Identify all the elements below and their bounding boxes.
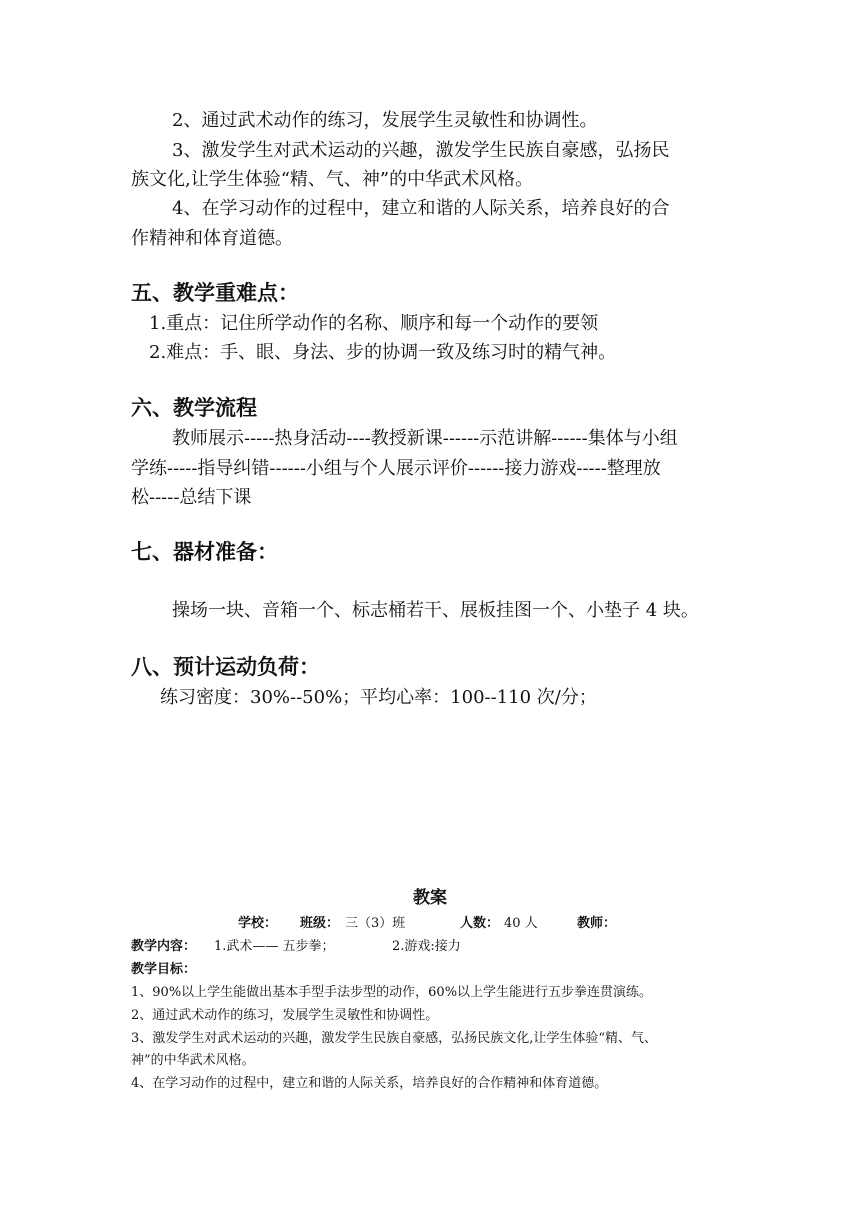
flow-line-1: 教师展示-----热身活动----教授新课------示范讲解------集体与小组 (172, 428, 678, 449)
exercise-load-line: 练习密度：30%--50%；平均心率：100--110 次/分； (160, 687, 597, 708)
difficulty-item: 2.难点：手、眼、身法、步的协调一致及练习时的精气神。 (149, 342, 617, 363)
class-value: 三（3）班 (345, 916, 406, 931)
section-8-heading: 八、预计运动负荷： (131, 655, 320, 679)
goal-2-text: 2、通过武术动作的练习，发展学生灵敏性和协调性。 (172, 110, 598, 131)
goal-4-text-line2: 作精神和体育道德。 (131, 228, 293, 249)
count-label: 人数： (460, 916, 500, 931)
section-7-heading: 七、器材准备： (131, 540, 278, 564)
content-item-2: 2.游戏:接力 (392, 939, 461, 954)
class-label: 班级： (300, 916, 340, 931)
content-item-1: 1.武术—— 五步拳； (214, 939, 335, 954)
count-value: 40 人 (504, 916, 538, 931)
section-5-heading: 五、教学重难点： (131, 281, 299, 305)
school-label: 学校： (238, 916, 278, 931)
summary-goal-3-line1: 3、激发学生对武术运动的兴趣，激发学生民族自豪感，弘扬民族文化,让学生体验“精、气、 (131, 1031, 658, 1046)
summary-goal-1: 1、90%以上学生能做出基本手型手法步型的动作，60%以上学生能进行五步拳连贯演练。 (131, 985, 653, 1000)
flow-line-2: 学练-----指导纠错------小组与个人展示评价------接力游戏-----整理放 (131, 458, 661, 479)
teacher-label: 教师： (577, 916, 617, 931)
summary-goal-3-line2: 神”的中华武术风格。 (131, 1053, 255, 1068)
lesson-plan-title: 教案 (413, 888, 447, 908)
content-label: 教学内容： (131, 939, 197, 954)
summary-goal-2: 2、通过武术动作的练习，发展学生灵敏性和协调性。 (131, 1008, 439, 1023)
goal-4-text-line1: 4、在学习动作的过程中，建立和谐的人际关系，培养良好的合 (172, 198, 670, 219)
flow-line-3: 松-----总结下课 (131, 487, 252, 508)
goal-3-text-line2: 族文化,让学生体验“精、气、神”的中华武术风格。 (131, 169, 534, 190)
goals-label: 教学目标： (131, 962, 197, 977)
summary-goal-4: 4、在学习动作的过程中，建立和谐的人际关系，培养良好的合作精神和体育道德。 (131, 1076, 608, 1091)
goal-3-text-line1: 3、激发学生对武术运动的兴趣，激发学生民族自豪感，弘扬民 (172, 140, 670, 161)
equipment-line: 操场一块、音箱一个、标志桶若干、展板挂图一个、小垫子 4 块。 (172, 600, 699, 621)
key-point-item: 1.重点：记住所学动作的名称、顺序和每一个动作的要领 (149, 313, 599, 334)
section-6-heading: 六、教学流程 (131, 396, 257, 420)
